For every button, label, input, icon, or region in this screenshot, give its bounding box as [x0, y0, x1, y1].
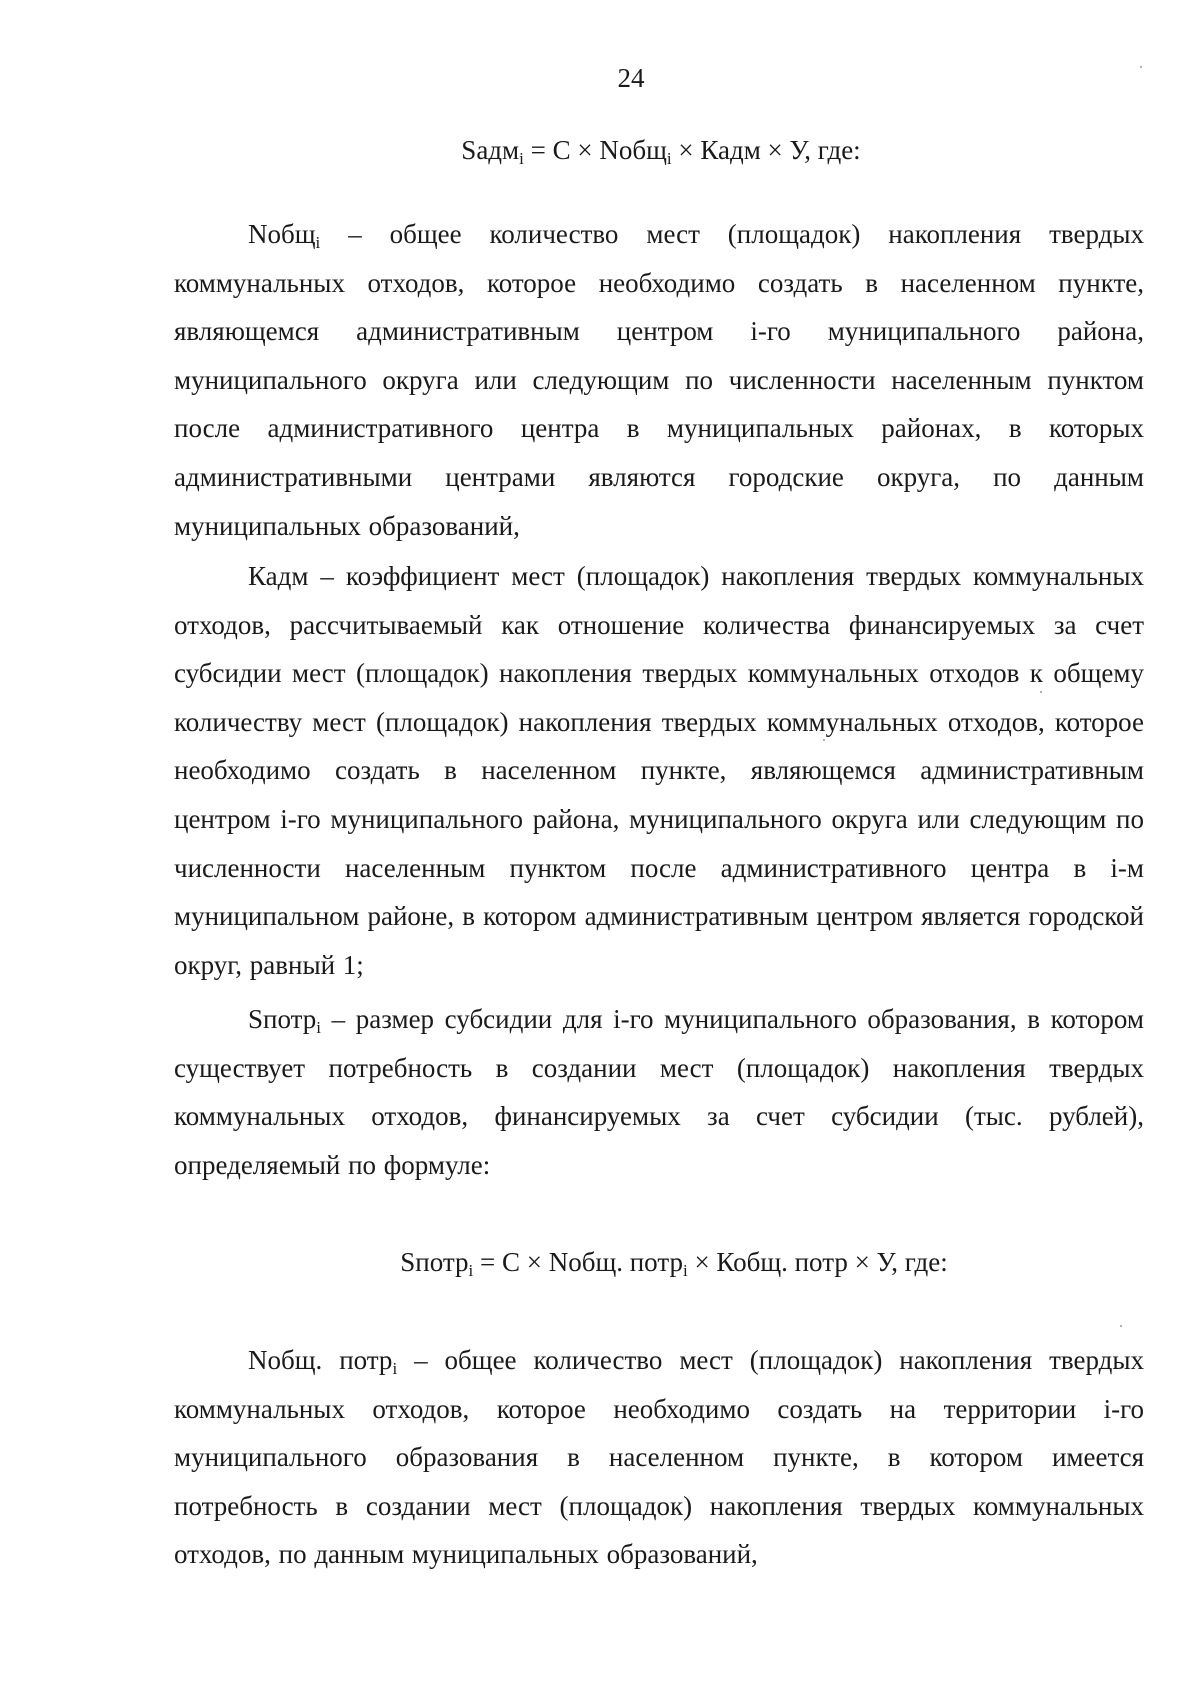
formula-sadm-lhs: Sадм: [461, 135, 520, 165]
formula-spotr-lhs-subscript: i: [468, 1261, 474, 1280]
formula-spotr-nobsh-potr-subscript: i: [682, 1261, 688, 1280]
formula-sadm-nobsh: Nобщ: [599, 135, 667, 165]
paragraph-nobsh-potr-text: – общее количество мест (площадок) накопления твердых коммунальных отходов, которое необходимо создать на территории i-го муниципального образования в населенном пункте, в котором имеется потребность в создании мест (площадок) накопления твердых коммунальных отходов, по данным муниципальных образований,: [174, 1345, 1144, 1570]
scan-speck: [823, 739, 825, 741]
formula-sadm: [0, 134, 1200, 166]
paragraph-nobsh-definition: [174, 210, 1144, 550]
paragraph-nobsh-potr-definition: [174, 1336, 1144, 1579]
scan-speck: [1120, 1325, 1122, 1327]
formula-spotr-nobsh-potr: Nобщ. потр: [548, 1247, 683, 1277]
paragraph-spotr-definition: [174, 995, 1144, 1189]
formula-spotr-rest: × Кобщ. потр × У, где:: [687, 1247, 948, 1277]
formula-sadm-equals: = C ×: [523, 135, 600, 165]
paragraph-kadm-text: Кадм – коэффициент мест (площадок) накопления твердых коммунальных отходов, рассчитываемый как отношение количества финансируемых за счет субсидии мест (площадок) накопления твердых коммунальных отходов к общему количеству мест (площадок) накопления твердых коммунальных отходов, которое необходимо создать в населенном пункте, являющемся административным центром i-го муниципального района, муниципального округа или следующим по численности населенным пунктом после административного центра в i-м муниципальном районе, в котором административным центром является городской округ, равный 1;: [174, 561, 1144, 980]
formula-spotr: [0, 1246, 1200, 1278]
term-spotr-subscript: i: [316, 1018, 321, 1037]
term-nobsh: Nобщ: [248, 219, 316, 249]
paragraph-spotr-text: – размер субсидии для i-го муниципального образования, в котором существует потребность в создании мест (площадок) накопления твердых коммунальных отходов, финансируемых за счет субсидии (тыс. рублей), определяемый по формуле:: [174, 1004, 1144, 1180]
paragraph-nobsh-text: – общее количество мест (площадок) накопления твердых коммунальных отходов, которое необходимо создать в населенном пункте, являющемся административным центром i-го муниципального района, муниципального округа или следующим по численности населенным пунктом после административного центра в муниципальных районах, в которых административными центрами являются городские округа, по данным муниципальных образований,: [174, 219, 1144, 541]
formula-spotr-equals: = C ×: [473, 1247, 549, 1277]
formula-sadm-nobsh-subscript: i: [666, 149, 672, 168]
formula-sadm-lhs-subscript: i: [519, 149, 524, 168]
page-number: 24: [617, 63, 645, 93]
term-spotr: Sпотр: [248, 1004, 317, 1034]
term-nobsh-potr-subscript: i: [392, 1359, 398, 1378]
paragraph-kadm-definition: [174, 552, 1144, 989]
term-nobsh-subscript: i: [315, 233, 321, 252]
formula-spotr-lhs: Sпотр: [400, 1247, 469, 1277]
scan-speck: [1040, 691, 1042, 693]
scan-speck: [1140, 66, 1142, 68]
formula-sadm-rest: × Кадм × У, где:: [671, 135, 861, 165]
term-nobsh-potr: Nобщ. потр: [248, 1345, 393, 1375]
